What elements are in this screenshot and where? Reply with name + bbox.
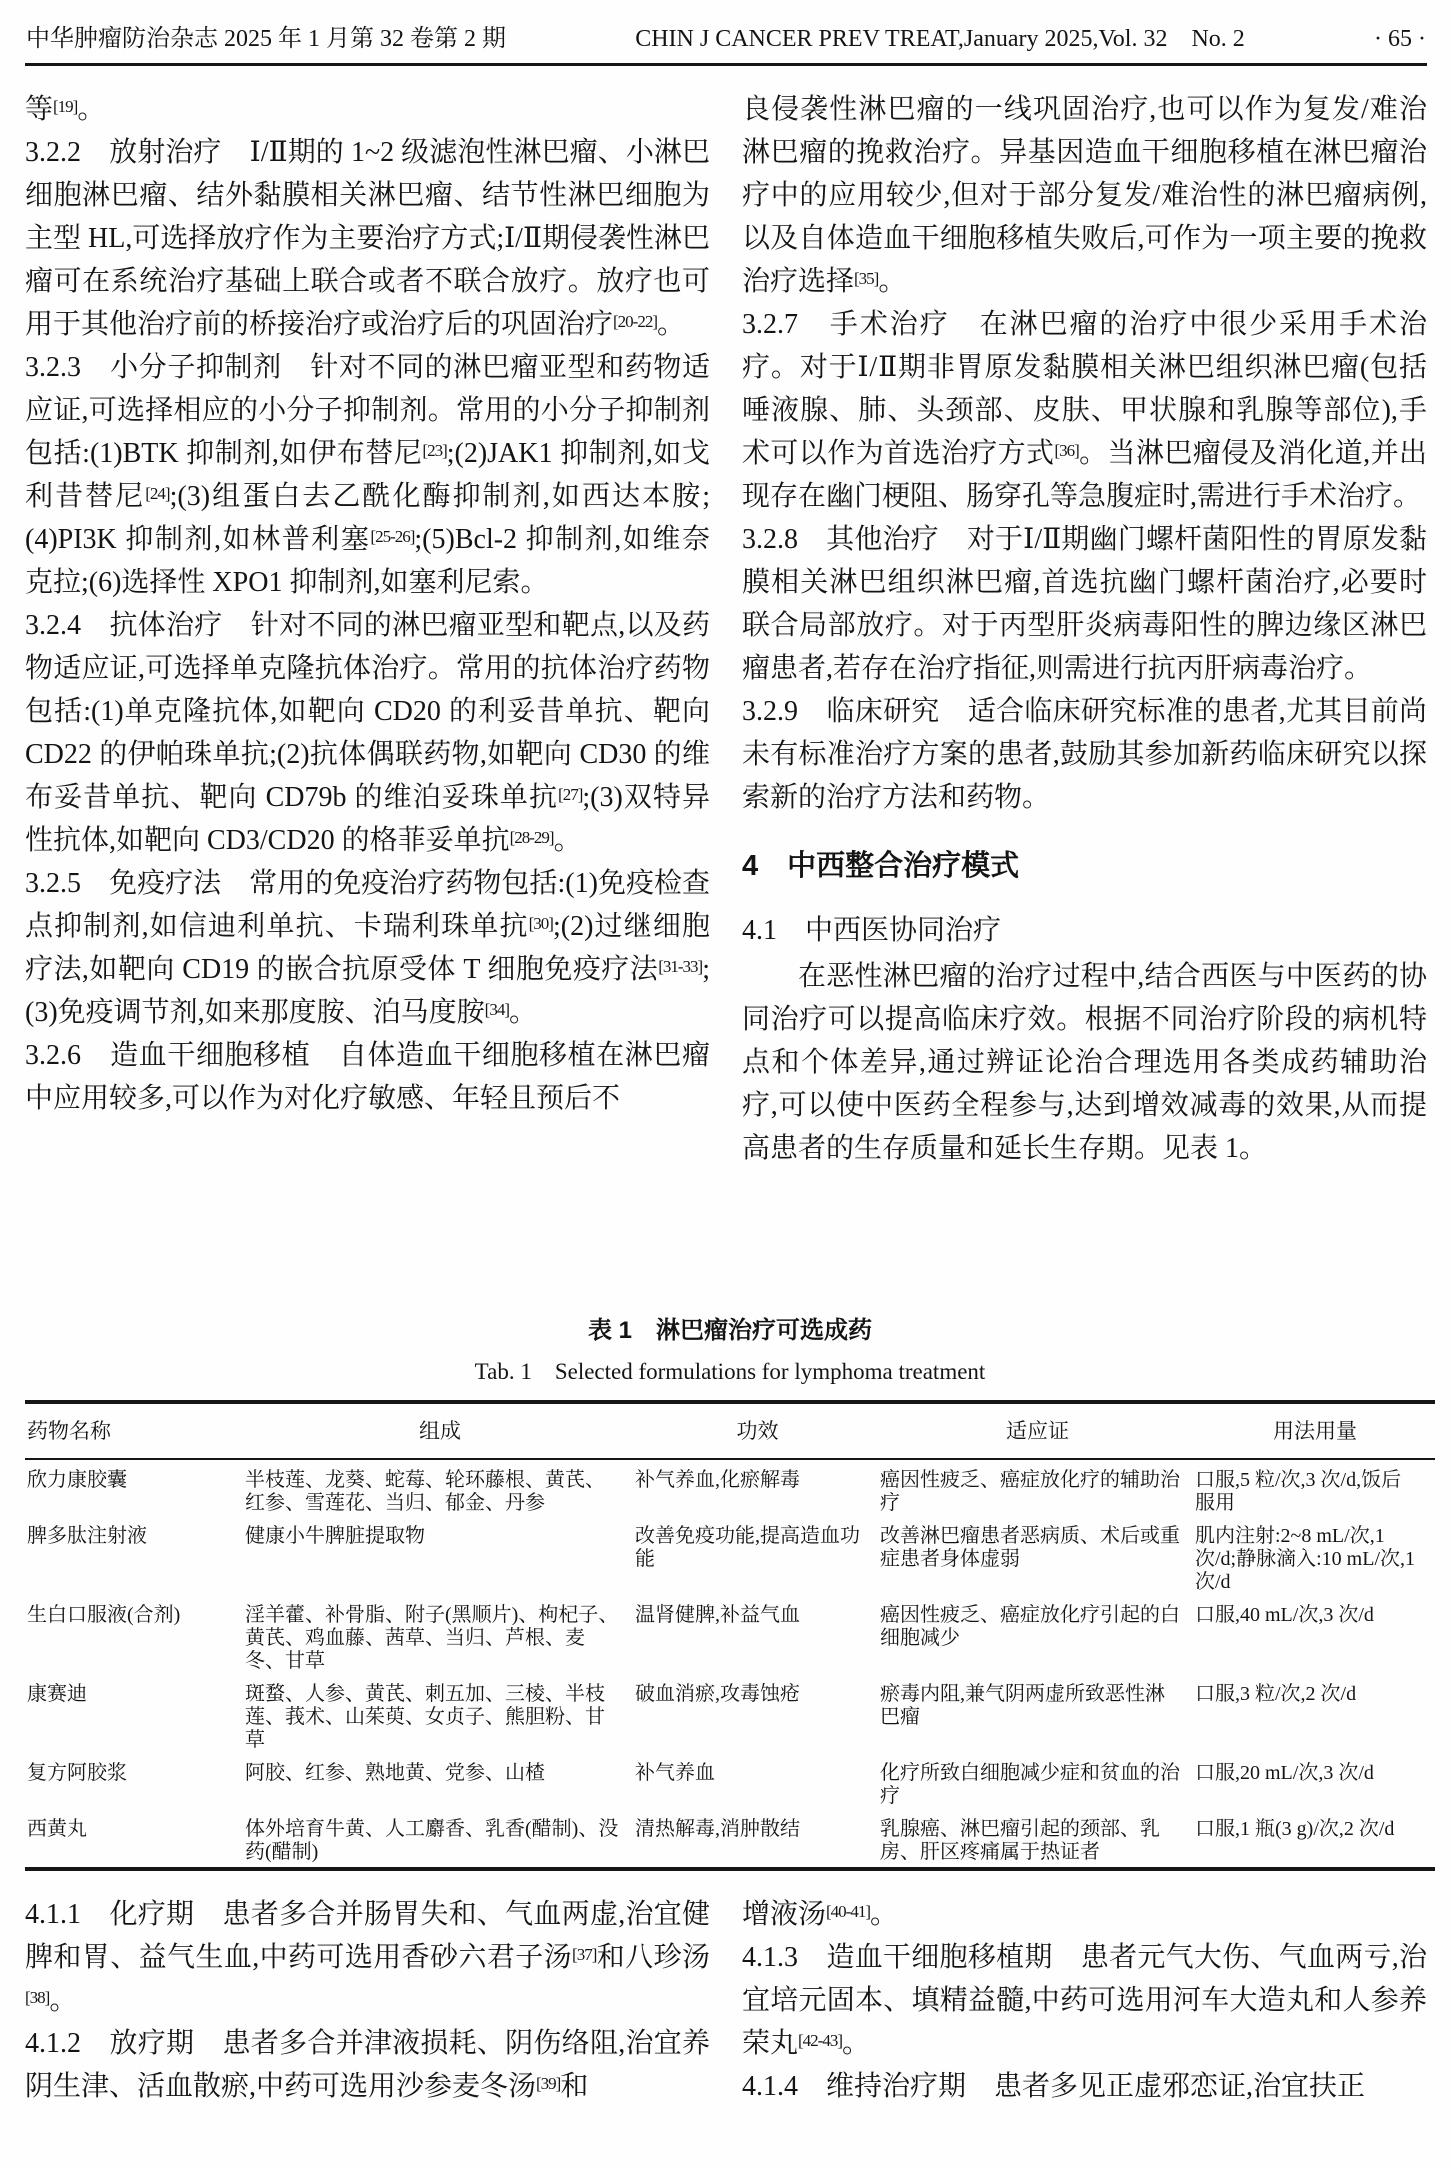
- paragraph: 等[19]。: [25, 94, 106, 125]
- table-cell: 健康小牛脾脏提取物: [245, 1525, 425, 1547]
- paragraph: 3.2.4 抗体治疗 针对不同的淋巴瘤亚型和靶点,以及药物适应证,可选择单克隆抗体治疗。常用的抗体治疗药物包括:(1)单克隆抗体,如靶向 CD20 的利妥昔单抗、靶向 CD22 的伊帕珠单抗;(2)抗体偶联药物,如靶向 CD30 的维布妥昔单抗、靶向 CD79b 的维泊妥珠单抗[27];(3)双特异性抗体,如靶向 CD3/CD20 的格菲妥单抗[28-29]。: [25, 610, 710, 856]
- table-cell: 口服,20 mL/次,3 次/d: [1195, 1762, 1374, 1784]
- table-row: [25, 1755, 1435, 1811]
- table-cell: 癌因性疲乏、癌症放化疗的辅助治疗: [880, 1469, 1180, 1514]
- table-cell: 斑蝥、人参、黄芪、刺五加、三棱、半枝莲、莪术、山茱萸、女贞子、熊胆粉、甘草: [245, 1683, 605, 1751]
- paragraph: 3.2.2 放射治疗 Ⅰ/Ⅱ期的 1~2 级滤泡性淋巴瘤、小淋巴细胞淋巴瘤、结外黏膜相关淋巴瘤、结节性淋巴细胞为主型 HL,可选择放疗作为主要治疗方式;Ⅰ/Ⅱ期侵袭性淋巴瘤可在系统治疗基础上联合或者不联合放疗。放疗也可用于其他治疗前的桥接治疗或治疗后的巩固治疗[20-22]。: [25, 137, 710, 340]
- table-cell: 阿胶、红参、熟地黄、党参、山楂: [245, 1762, 545, 1784]
- table-row: [25, 1597, 1435, 1676]
- column-right: [742, 88, 1427, 1170]
- table-cell: 淫羊藿、补骨脂、附子(黑顺片)、枸杞子、黄芪、鸡血藤、茜草、当归、芦根、麦冬、甘草: [245, 1604, 619, 1672]
- paragraph: 增液汤[40-41]。: [742, 1899, 899, 1930]
- table-cell: 生白口服液(合剂): [27, 1604, 181, 1626]
- table-cell: 温肾健脾,补益气血: [635, 1604, 800, 1626]
- paragraph: 3.2.6 造血干细胞移植 自体造血干细胞移植在淋巴瘤中应用较多,可以作为对化疗敏感、年轻且预后不: [25, 1040, 710, 1114]
- table-cell: 西黄丸: [27, 1818, 87, 1840]
- bottom-columns: [25, 1893, 1427, 2108]
- table-cell: 口服,40 mL/次,3 次/d: [1195, 1604, 1374, 1626]
- paragraph: 4.1.1 化疗期 患者多合并肠胃失和、气血两虚,治宜健脾和胃、益气生血,中药可选用香砂六君子汤[37]和八珍汤[38]。: [25, 1899, 710, 2016]
- table-row: [25, 1459, 1435, 1518]
- paragraph: 良侵袭性淋巴瘤的一线巩固治疗,也可以作为复发/难治淋巴瘤的挽救治疗。异基因造血干细胞移植在淋巴瘤治疗中的应用较少,但对于部分复发/难治性的淋巴瘤病例,以及自体造血干细胞移植失败后,可作为一项主要的挽救治疗选择[35]。: [742, 94, 1427, 297]
- table-title-cn: 表 1 淋巴瘤治疗可选成药: [587, 1317, 872, 1344]
- paragraph: 4.1.4 维持治疗期 患者多见正虚邪恋证,治宜扶正: [742, 2071, 1366, 2102]
- table-cell: 肌内注射:2~8 mL/次,1 次/d;静脉滴入:10 mL/次,1 次/d: [1195, 1525, 1415, 1593]
- table-cell: 康赛迪: [27, 1683, 87, 1705]
- table-cell: 癌因性疲乏、癌症放化疗引起的白细胞减少: [880, 1604, 1180, 1649]
- formulations-table: [25, 1400, 1435, 1871]
- table-cell: 半枝莲、龙葵、蛇莓、轮环藤根、黄芪、红参、雪莲花、当归、郁金、丹参: [245, 1469, 605, 1514]
- table-title-en: Tab. 1 Selected formulations for lymphoma treatment: [474, 1359, 986, 1384]
- table-cell: 口服,1 瓶(3 g)/次,2 次/d: [1195, 1818, 1395, 1840]
- column-header: 适应证: [1006, 1419, 1069, 1443]
- header-rule: [25, 63, 1427, 66]
- column-left: [25, 88, 710, 1170]
- table-row: [25, 1811, 1435, 1869]
- section-heading: 4 中西整合治疗模式: [742, 850, 1020, 882]
- page-number: · 65 ·: [1374, 26, 1426, 52]
- table-cell: 改善免疫功能,提高造血功能: [635, 1525, 860, 1570]
- subsection-heading: 4.1 中西医协同治疗: [742, 915, 1002, 946]
- table-row: [25, 1676, 1435, 1755]
- paragraph: 3.2.3 小分子抑制剂 针对不同的淋巴瘤亚型和药物适应证,可选择相应的小分子抑制剂。常用的小分子抑制剂包括:(1)BTK 抑制剂,如伊布替尼[23];(2)JAK1 抑制剂,如戈利昔替尼[24];(3)组蛋白去乙酰化酶抑制剂,如西达本胺;(4)PI3K 抑制剂,如林普利塞[25-26];(5)Bcl-2 抑制剂,如维奈克拉;(6)选择性 XPO1 抑制剂,如塞利尼索。: [25, 352, 710, 598]
- table-cell: 体外培育牛黄、人工麝香、乳香(醋制)、没药(醋制): [245, 1818, 619, 1863]
- table-cell: 乳腺癌、淋巴瘤引起的颈部、乳房、肝区疼痛属于热证者: [880, 1818, 1160, 1863]
- paragraph: 3.2.8 其他治疗 对于Ⅰ/Ⅱ期幽门螺杆菌阳性的胃原发黏膜相关淋巴组织淋巴瘤,首选抗幽门螺杆菌治疗,必要时联合局部放疗。对于丙型肝炎病毒阳性的脾边缘区淋巴瘤患者,若存在治疗指征,则需进行抗丙肝病毒治疗。: [742, 524, 1427, 684]
- main-columns: [25, 88, 1427, 1170]
- table-cell: 欣力康胶囊: [27, 1469, 127, 1491]
- paragraph: 3.2.7 手术治疗 在淋巴瘤的治疗中很少采用手术治疗。对于Ⅰ/Ⅱ期非胃原发黏膜相关淋巴组织淋巴瘤(包括唾液腺、肺、头颈部、皮肤、甲状腺和乳腺等部位),手术可以作为首选治疗方式[36]。当淋巴瘤侵及消化道,并出现存在幽门梗阻、肠穿孔等急腹症时,需进行手术治疗。: [742, 309, 1427, 512]
- table-cell: 口服,3 粒/次,2 次/d: [1195, 1683, 1357, 1705]
- table-cell: 补气养血,化瘀解毒: [635, 1469, 800, 1491]
- page-header: [26, 24, 1426, 54]
- table-cell: 脾多肽注射液: [27, 1525, 147, 1547]
- paragraph: 4.1.2 放疗期 患者多合并津液损耗、阴伤络阻,治宜养阴生津、活血散瘀,中药可选用沙参麦冬汤[39]和: [25, 2028, 710, 2102]
- table-cell: 清热解毒,消肿散结: [635, 1818, 800, 1840]
- bottom-column-left: [25, 1893, 710, 2108]
- table-cell: 补气养血: [635, 1762, 715, 1784]
- column-header: 用法用量: [1273, 1419, 1357, 1443]
- table-row: [25, 1518, 1435, 1597]
- table-block: [25, 1316, 1435, 1871]
- table-cell: 改善淋巴瘤患者恶病质、术后或重症患者身体虚弱: [880, 1525, 1180, 1570]
- journal-title-en: CHIN J CANCER PREV TREAT,January 2025,Vol. 32 No. 2: [635, 26, 1245, 52]
- paragraph: 4.1.3 造血干细胞移植期 患者元气大伤、气血两亏,治宜培元固本、填精益髓,中药可选用河车大造丸和人参养荣丸[42-43]。: [742, 1942, 1427, 2059]
- column-header: 药物名称: [27, 1419, 111, 1443]
- paragraph: 3.2.5 免疫疗法 常用的免疫治疗药物包括:(1)免疫检查点抑制剂,如信迪利单抗、卡瑞利珠单抗[30];(2)过继细胞疗法,如靶向 CD19 的嵌合抗原受体 T 细胞免疫疗法[31-33];(3)免疫调节剂,如来那度胺、泊马度胺[34]。: [25, 868, 710, 1028]
- column-header: 功效: [736, 1419, 779, 1443]
- table-cell: 破血消瘀,攻毒蚀疮: [635, 1683, 800, 1705]
- table-cell: 口服,5 粒/次,3 次/d,饭后服用: [1195, 1469, 1402, 1514]
- paragraph: 在恶性淋巴瘤的治疗过程中,结合西医与中医药的协同治疗可以提高临床疗效。根据不同治疗阶段的病机特点和个体差异,通过辨证论治合理选用各类成药辅助治疗,可以使中医药全程参与,达到增效减毒的效果,从而提高患者的生存质量和延长生存期。见表 1。: [742, 961, 1427, 1164]
- table-cell: 瘀毒内阻,兼气阴两虚所致恶性淋巴瘤: [880, 1683, 1165, 1728]
- journal-title-cn: 中华肿瘤防治杂志 2025 年 1 月第 32 卷第 2 期: [26, 26, 506, 52]
- table-cell: 复方阿胶浆: [27, 1762, 127, 1784]
- table-cell: 化疗所致白细胞减少症和贫血的治疗: [880, 1762, 1180, 1807]
- formulations-table-body: [25, 1459, 1435, 1869]
- table-header-row: [25, 1402, 1435, 1459]
- paragraph: 3.2.9 临床研究 适合临床研究标准的患者,尤其目前尚未有标准治疗方案的患者,鼓励其参加新药临床研究以探索新的治疗方法和药物。: [742, 696, 1427, 813]
- column-header: 组成: [419, 1419, 461, 1443]
- bottom-column-right: [742, 1893, 1427, 2108]
